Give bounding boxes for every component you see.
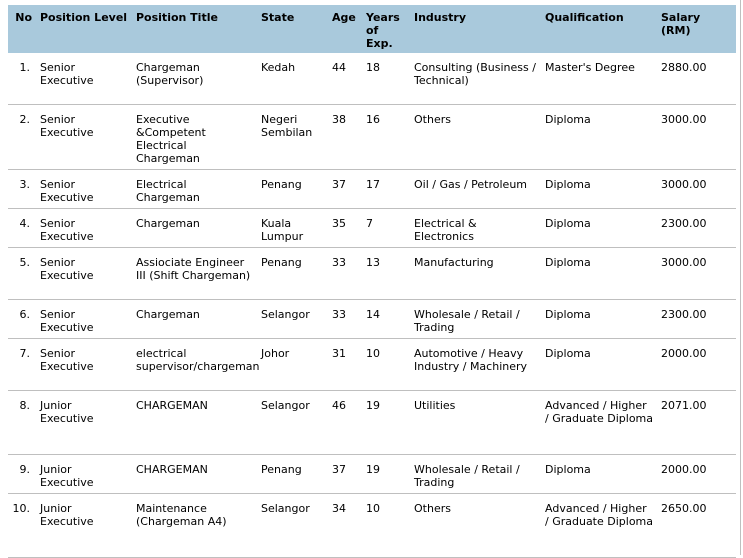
cell-qualification: Advanced / Higher / Graduate Diploma xyxy=(541,494,657,558)
table-row xyxy=(8,170,736,209)
cell-no: 7. xyxy=(8,339,36,391)
table-row xyxy=(8,209,736,248)
cell-years: 19 xyxy=(362,391,410,455)
cell-qualification: Advanced / Higher / Graduate Diploma xyxy=(541,391,657,455)
header-salary: Salary (RM) xyxy=(657,5,736,53)
salary-table xyxy=(8,5,736,558)
cell-state: Selangor xyxy=(257,494,328,558)
cell-title: Chargeman xyxy=(132,300,257,339)
cell-title: electrical supervisor/chargeman xyxy=(132,339,257,391)
cell-qualification: Diploma xyxy=(541,455,657,494)
cell-age: 37 xyxy=(328,170,362,209)
cell-state: Selangor xyxy=(257,391,328,455)
header-years-exp: Years of Exp. xyxy=(362,5,410,53)
cell-age: 46 xyxy=(328,391,362,455)
cell-salary: 3000.00 xyxy=(657,105,736,170)
cell-no: 4. xyxy=(8,209,36,248)
cell-no: 8. xyxy=(8,391,36,455)
cell-state: Penang xyxy=(257,170,328,209)
cell-salary: 2300.00 xyxy=(657,300,736,339)
cell-industry: Manufacturing xyxy=(410,248,541,300)
cell-state: Penang xyxy=(257,455,328,494)
right-border xyxy=(740,0,741,555)
cell-qualification: Master's Degree xyxy=(541,53,657,105)
header-position-level: Position Level xyxy=(36,5,132,53)
table-row xyxy=(8,339,736,391)
cell-industry: Utilities xyxy=(410,391,541,455)
cell-qualification: Diploma xyxy=(541,300,657,339)
table-row xyxy=(8,105,736,170)
cell-title: Electrical Chargeman xyxy=(132,170,257,209)
cell-age: 38 xyxy=(328,105,362,170)
cell-industry: Wholesale / Retail / Trading xyxy=(410,455,541,494)
header-qualification: Qualification xyxy=(541,5,657,53)
cell-industry: Consulting (Business / Technical) xyxy=(410,53,541,105)
header-state: State xyxy=(257,5,328,53)
table-row xyxy=(8,53,736,105)
cell-age: 37 xyxy=(328,455,362,494)
cell-years: 7 xyxy=(362,209,410,248)
cell-no: 9. xyxy=(8,455,36,494)
cell-qualification: Diploma xyxy=(541,170,657,209)
cell-level: Senior Executive xyxy=(36,209,132,248)
cell-state: Selangor xyxy=(257,300,328,339)
cell-level: Senior Executive xyxy=(36,105,132,170)
table-row xyxy=(8,494,736,558)
header-row xyxy=(8,5,736,53)
cell-level: Senior Executive xyxy=(36,53,132,105)
cell-salary: 2071.00 xyxy=(657,391,736,455)
header-industry: Industry xyxy=(410,5,541,53)
cell-title: Chargeman (Supervisor) xyxy=(132,53,257,105)
cell-years: 16 xyxy=(362,105,410,170)
cell-level: Junior Executive xyxy=(36,455,132,494)
header-position-title: Position Title xyxy=(132,5,257,53)
cell-years: 13 xyxy=(362,248,410,300)
cell-no: 1. xyxy=(8,53,36,105)
cell-title: Maintenance (Chargeman A4) xyxy=(132,494,257,558)
cell-title: CHARGEMAN xyxy=(132,455,257,494)
cell-title: Executive &Competent Electrical Chargeman xyxy=(132,105,257,170)
cell-level: Junior Executive xyxy=(36,391,132,455)
cell-title: Assiociate Engineer III (Shift Chargeman) xyxy=(132,248,257,300)
cell-years: 17 xyxy=(362,170,410,209)
table-row xyxy=(8,300,736,339)
cell-salary: 2000.00 xyxy=(657,455,736,494)
cell-state: Kuala Lumpur xyxy=(257,209,328,248)
cell-age: 44 xyxy=(328,53,362,105)
cell-state: Kedah xyxy=(257,53,328,105)
cell-industry: Wholesale / Retail / Trading xyxy=(410,300,541,339)
cell-years: 10 xyxy=(362,494,410,558)
cell-level: Junior Executive xyxy=(36,494,132,558)
cell-level: Senior Executive xyxy=(36,170,132,209)
cell-no: 10. xyxy=(8,494,36,558)
cell-salary: 2300.00 xyxy=(657,209,736,248)
cell-age: 33 xyxy=(328,300,362,339)
cell-age: 34 xyxy=(328,494,362,558)
cell-salary: 3000.00 xyxy=(657,170,736,209)
cell-industry: Electrical & Electronics xyxy=(410,209,541,248)
cell-title: Chargeman xyxy=(132,209,257,248)
cell-salary: 2000.00 xyxy=(657,339,736,391)
cell-years: 18 xyxy=(362,53,410,105)
cell-industry: Oil / Gas / Petroleum xyxy=(410,170,541,209)
table-row xyxy=(8,248,736,300)
cell-qualification: Diploma xyxy=(541,209,657,248)
cell-level: Senior Executive xyxy=(36,300,132,339)
cell-age: 35 xyxy=(328,209,362,248)
cell-industry: Automotive / Heavy Industry / Machinery xyxy=(410,339,541,391)
cell-salary: 2880.00 xyxy=(657,53,736,105)
cell-no: 6. xyxy=(8,300,36,339)
cell-qualification: Diploma xyxy=(541,248,657,300)
cell-salary: 2650.00 xyxy=(657,494,736,558)
cell-state: Johor xyxy=(257,339,328,391)
cell-level: Senior Executive xyxy=(36,339,132,391)
cell-age: 31 xyxy=(328,339,362,391)
table-row xyxy=(8,455,736,494)
table-row xyxy=(8,391,736,455)
cell-no: 3. xyxy=(8,170,36,209)
header-no: No xyxy=(8,5,36,53)
cell-years: 10 xyxy=(362,339,410,391)
cell-level: Senior Executive xyxy=(36,248,132,300)
header-age: Age xyxy=(328,5,362,53)
cell-industry: Others xyxy=(410,105,541,170)
cell-state: Negeri Sembilan xyxy=(257,105,328,170)
cell-no: 5. xyxy=(8,248,36,300)
cell-title: CHARGEMAN xyxy=(132,391,257,455)
cell-years: 14 xyxy=(362,300,410,339)
cell-years: 19 xyxy=(362,455,410,494)
cell-no: 2. xyxy=(8,105,36,170)
cell-state: Penang xyxy=(257,248,328,300)
cell-industry: Others xyxy=(410,494,541,558)
cell-qualification: Diploma xyxy=(541,339,657,391)
cell-qualification: Diploma xyxy=(541,105,657,170)
cell-salary: 3000.00 xyxy=(657,248,736,300)
cell-age: 33 xyxy=(328,248,362,300)
